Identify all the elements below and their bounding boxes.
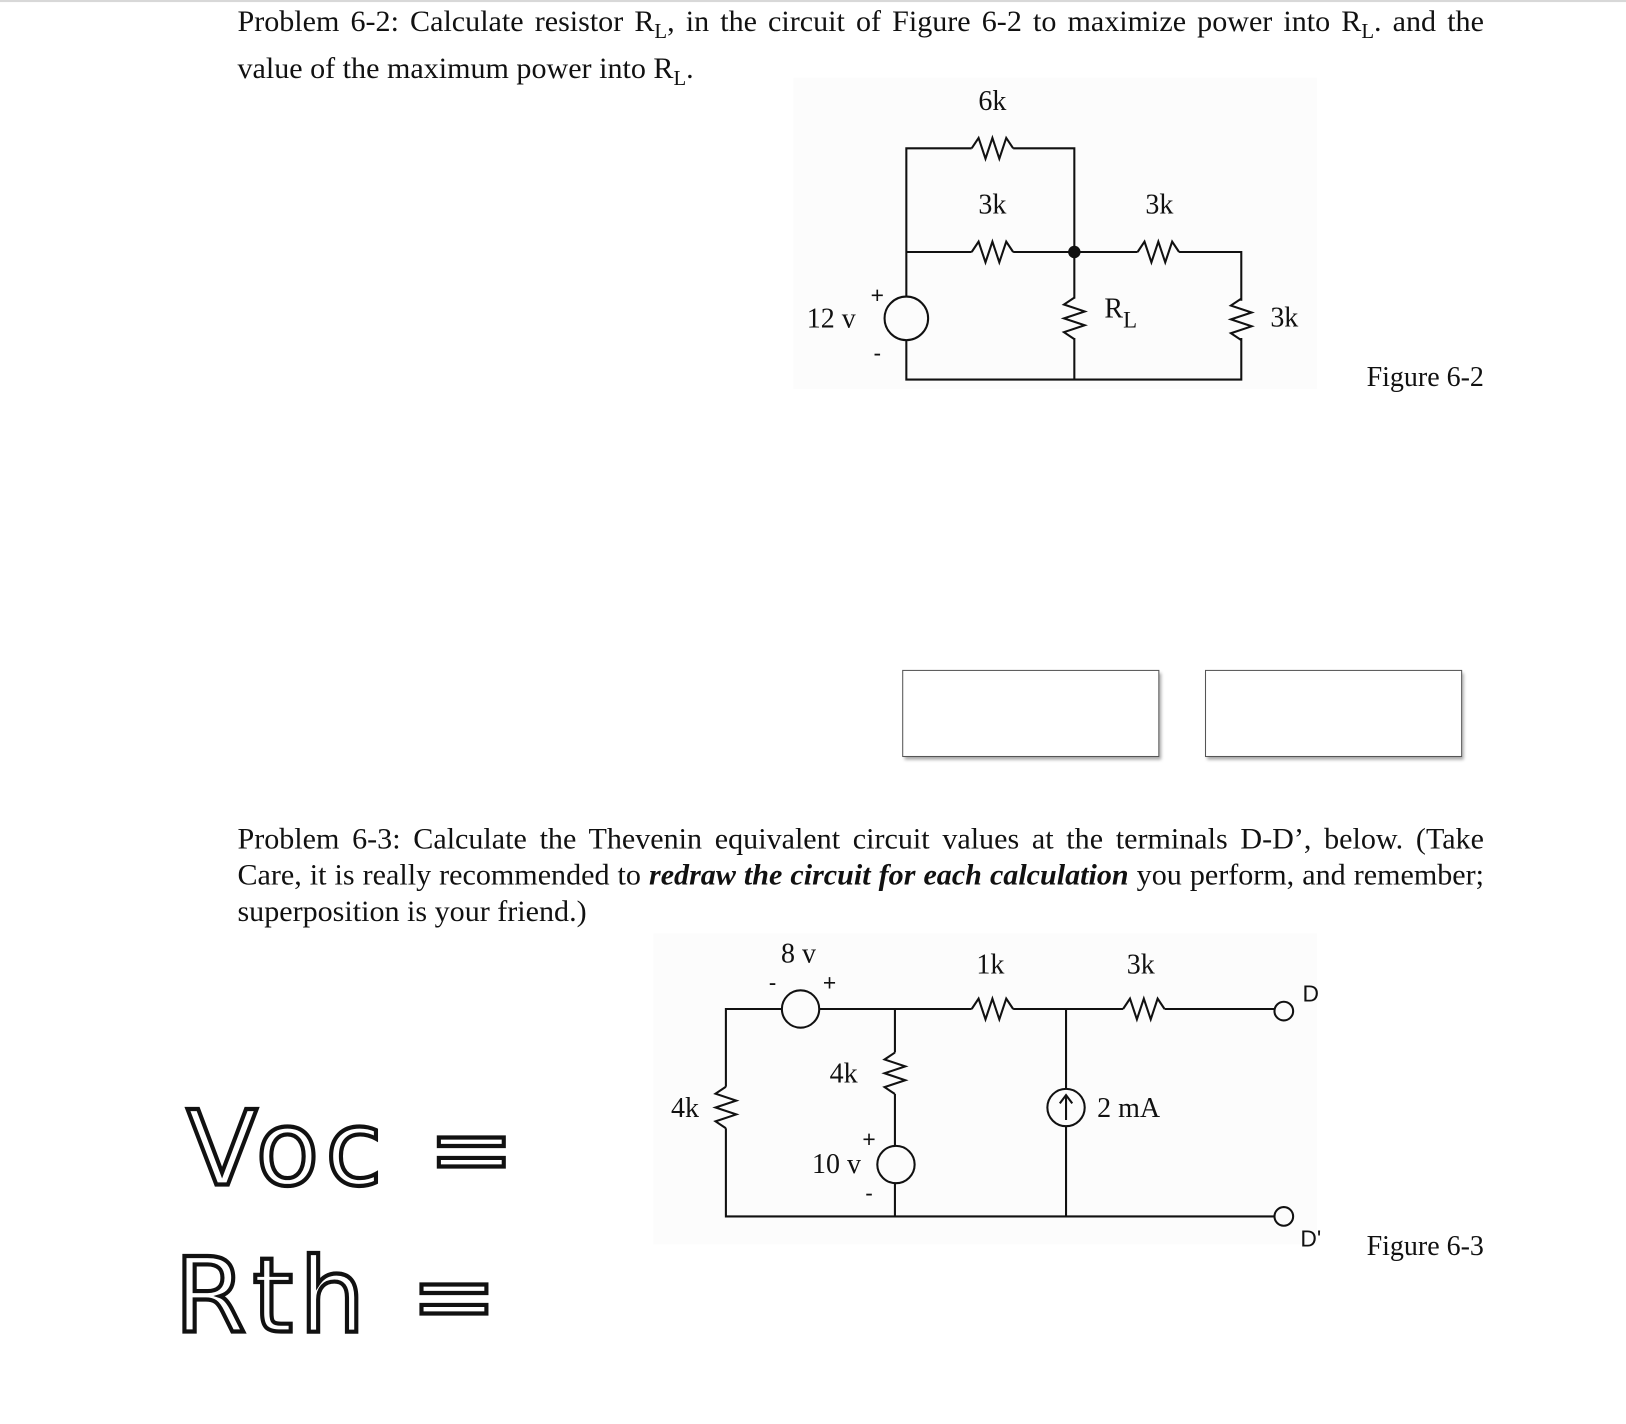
handwritten-rth: Rth = — [174, 1236, 504, 1357]
junction-dot — [1068, 246, 1080, 258]
label-2ma: 2 mA — [1097, 1092, 1161, 1124]
figure-background — [793, 78, 1317, 389]
label-10v: 10 v — [811, 1148, 861, 1180]
handwritten-notes — [174, 1089, 521, 1356]
figure-6-3 — [653, 933, 1484, 1261]
label-r: R — [1104, 293, 1124, 325]
label-6k: 6k — [978, 85, 1007, 117]
label-d-prime: D' — [1300, 1225, 1322, 1252]
plus-sign: + — [862, 1125, 876, 1152]
label-1k: 1k — [976, 949, 1005, 981]
label-3k: 3k — [1270, 302, 1299, 334]
label-4k: 4k — [670, 1092, 699, 1124]
label-4k: 4k — [829, 1058, 858, 1090]
label-sub: L — [1123, 307, 1138, 333]
text: Problem 6-3: Calculate the Thevenin equivalent circuit values at the terminals D-D’, below. (Take Care, it is really recommended to — [237, 822, 1484, 892]
handwritten-voc: Voc = — [186, 1089, 521, 1210]
label-12v: 12 v — [806, 303, 856, 335]
label-8v: 8 v — [780, 938, 816, 970]
plus-sign: + — [822, 969, 837, 996]
text: . — [686, 51, 694, 85]
text: you perform, and remember; superposition is your friend.) — [237, 858, 1484, 929]
label-3k: 3k — [1145, 189, 1174, 221]
text: . and the value of the maximum power into R — [237, 5, 1484, 85]
label-3k: 3k — [978, 189, 1007, 221]
minus-sign: - — [865, 1179, 873, 1206]
subscript: L — [1361, 20, 1375, 44]
text: Problem 6-2: Calculate resistor R — [237, 5, 655, 39]
minus-sign: - — [768, 969, 777, 996]
label-d: D — [1302, 980, 1319, 1007]
plus-sign: + — [870, 281, 884, 308]
text: , in the circuit of Figure 6-2 to maximize power into R — [667, 5, 1362, 39]
label-3k: 3k — [1126, 949, 1155, 981]
figure-6-2 — [793, 78, 1484, 393]
emphasis-text: redraw the circuit for each calculation — [648, 858, 1129, 892]
figure-caption: Figure 6-3 — [1366, 1230, 1484, 1262]
subscript: L — [654, 20, 668, 44]
subscript: L — [673, 66, 687, 90]
figure-caption: Figure 6-2 — [1366, 361, 1484, 393]
minus-sign: - — [873, 339, 882, 366]
